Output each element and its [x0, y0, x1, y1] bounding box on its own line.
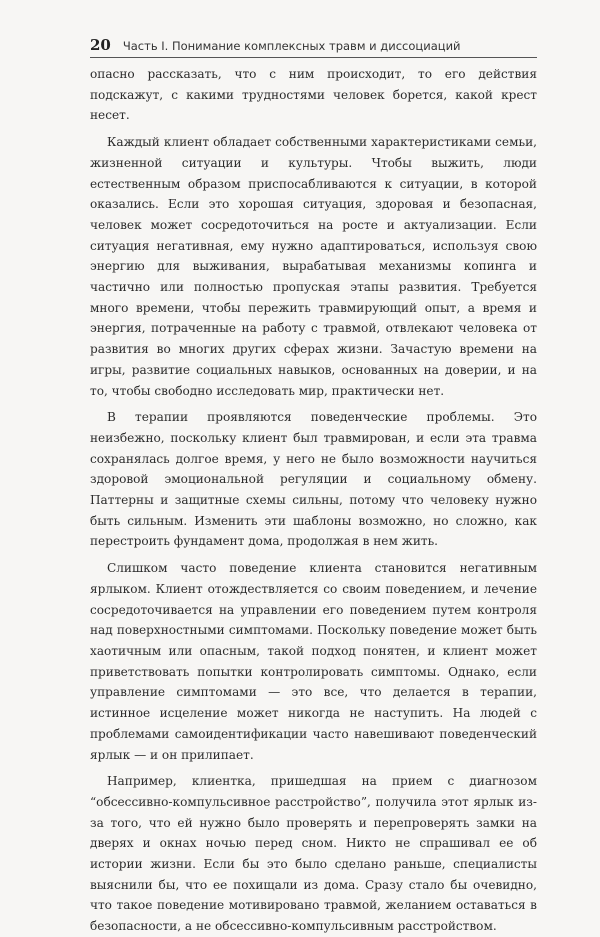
page-header — [90, 36, 537, 58]
paragraph: опасно рассказать, что с ним происходит, то его действия подскажут, с какими трудностями человек борется, какой крест несет. — [90, 67, 537, 123]
body-text — [90, 64, 537, 937]
paragraph: Каждый клиент обладает собственными характеристиками семьи, жизненной ситуации и культуры. Чтобы выжить, люди естественным образом приспосабливаются к ситуации, в которой оказались. Если это хорошая ситуация, здоровая и безопасная, человек может сосредоточиться на росте и актуализации. Если ситуация негативная, ему нужно адаптироваться, используя свою энергию для выживания, вырабатывая механизмы копинга и частично или полностью пропуская этапы развития. Требуется много времени, чтобы пережить травмирующий опыт, а время и энергия, потраченные на работу с травмой, отвлекают человека от развития во многих других сферах жизни. Зачастую времени на игры, развитие социальных навыков, основанных на доверии, и на то, чтобы свободно исследовать мир, практически нет. — [90, 135, 537, 398]
paragraph: Например, клиентка, пришедшая на прием с диагнозом “обсессивно-компульсивное расстройство”, получила этот ярлык из-за того, что ей нужно было проверять и перепроверять замки на дверях и окнах ночью перед сном. Никто не спрашивал ее об истории жизни. Если бы это было сделано раньше, специалисты выяснили бы, что ее похищали из дома. Сразу стало бы очевидно, что такое поведение мотивировано травмой, желанием оставаться в безопасности, а не обсессивно-компульсивным расстройством. — [90, 774, 537, 934]
running-title: Часть I. Понимание комплексных травм и диссоциаций — [122, 39, 461, 53]
paragraph: Слишком часто поведение клиента становится негативным ярлыком. Клиент отождествляется со своим поведением, и лечение сосредоточивается на управлении его поведением путем контроля над поверхностными симптомами. Поскольку поведение может быть хаотичным или опасным, такой подход понятен, и клиент может приветствовать попытки контролировать симптомы. Однако, если управление симптомами — это все, что делается в терапии, истинное исцеление может никогда не наступить. На людей с проблемами самоидентификации часто навешивают поведенческий ярлык — и он прилипает. — [90, 561, 537, 762]
paragraph: В терапии проявляются поведенческие проблемы. Это неизбежно, поскольку клиент был травмирован, и если эта травма сохранялась долгое время, у него не было возможности научиться здоровой эмоциональной регуляции и социальному обмену. Паттерны и защитные схемы сильны, потому что человеку нужно быть сильным. Изменить эти шаблоны возможно, но сложно, как перестроить фундамент дома, продолжая в нем жить. — [90, 410, 537, 549]
page-number: 20 — [90, 36, 111, 54]
